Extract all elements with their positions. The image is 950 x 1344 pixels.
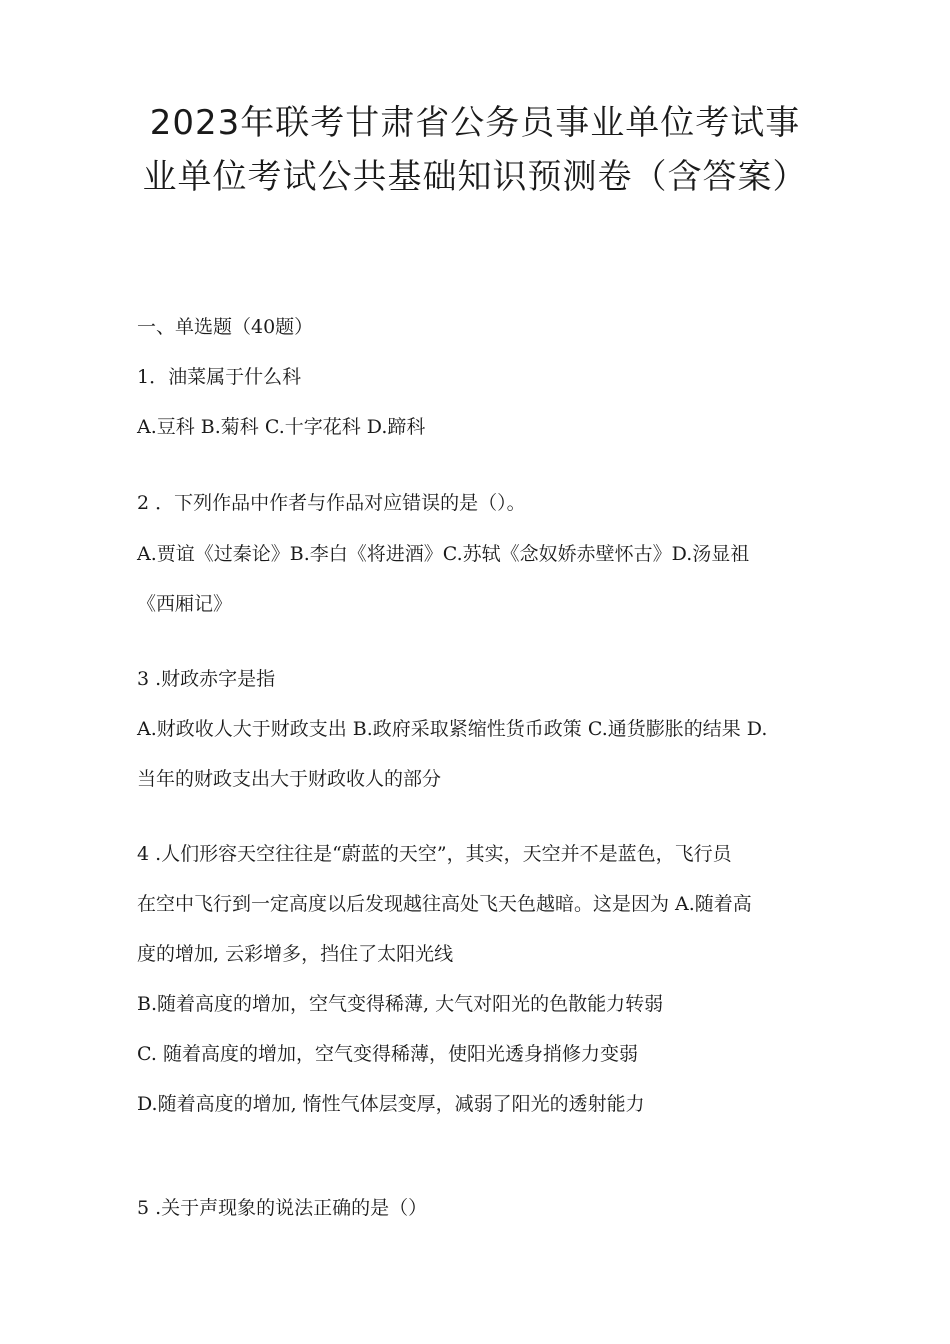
- section-heading: 一、单选题（40题）: [137, 316, 314, 338]
- question-3-options: A.财政收人大于财政支出 B.政府采取紧缩性货币政策 C.通货膨胀的结果 D.: [137, 718, 768, 740]
- document-title: [100, 96, 850, 204]
- question-1-stem: 1．油菜属于什么科: [137, 366, 302, 388]
- question-4-option-c: C. 随着高度的增加，空气变得稀薄，使阳光透身捎修力变弱: [137, 1043, 638, 1065]
- question-4-stem-cont: 在空中飞行到一定高度以后发现越往高处飞天色越暗。这是因为 A.随着高: [137, 893, 752, 915]
- question-5-stem: 5 .关于声现象的说法正确的是（）: [137, 1197, 428, 1219]
- question-3-options-cont: 当年的财政支出大于财政收人的部分: [137, 768, 442, 790]
- title-line-1: 2023年联考甘肃省公务员事业单位考试事: [149, 103, 801, 143]
- question-1-options: A.豆科 B.菊科 C.十字花科 D.蹄科: [137, 416, 426, 438]
- title-line-2: 业单位考试公共基础知识预测卷（含答案）: [142, 157, 808, 197]
- question-3-stem: 3 .财政赤字是指: [137, 668, 276, 690]
- question-4-option-d: D.随着高度的增加, 惰性气体层变厚，减弱了阳光的透射能力: [137, 1093, 645, 1115]
- question-2-options-cont: 《西厢记》: [137, 593, 233, 615]
- question-4-stem: 4 .人们形容天空往往是“蔚蓝的天空”，其实，天空并不是蓝色，飞行员: [137, 843, 732, 865]
- question-2-stem: 2 ．下列作品中作者与作品对应错误的是（）。: [137, 492, 526, 514]
- question-4-option-b: B.随着高度的增加，空气变得稀薄, 大气对阳光的色散能力转弱: [137, 993, 664, 1015]
- question-2-options: A.贾谊《过秦论》B.李白《将进酒》C.苏轼《念奴娇赤壁怀古》D.汤显祖: [137, 543, 750, 565]
- question-4-option-a: 度的增加, 云彩增多，挡住了太阳光线: [137, 943, 454, 965]
